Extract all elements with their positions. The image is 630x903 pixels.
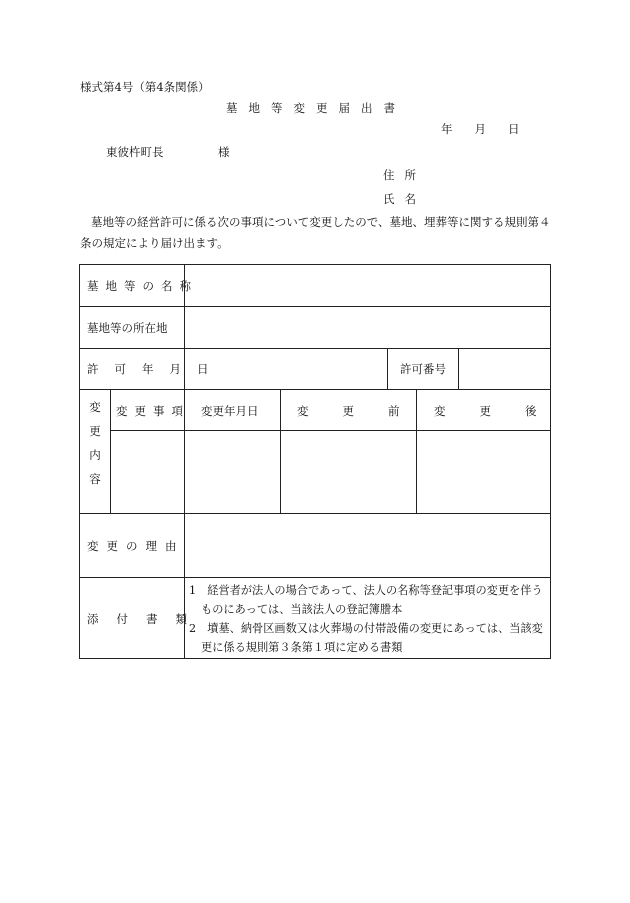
attachments-label: 添付書類 [87, 612, 205, 626]
year-label: 年 [441, 122, 453, 136]
permit-date-label: 許可年月日 [87, 362, 225, 376]
day-label: 日 [508, 122, 520, 136]
change-date-label: 変更年月日 [201, 404, 259, 418]
before-label: 変更前 [297, 404, 434, 418]
date-line [441, 121, 542, 137]
change-notification-table [79, 264, 571, 659]
attachment-item-2: 2 墳墓、納骨区画数又は火葬場の付帯設備の変更にあっては、当該変更に係る規則第３条第１項に定める書類 [189, 622, 543, 654]
honorific: 様 [218, 145, 230, 159]
addressee: 東彼杵町長 [106, 145, 164, 159]
name-label: 氏名 [383, 192, 426, 206]
document-title: 墓地等変更届出書 [226, 101, 406, 115]
month-label: 月 [474, 122, 486, 136]
facility-name-label: 墓地等の名称 [87, 279, 198, 293]
facility-location-label: 墓地等の所在地 [87, 321, 168, 335]
after-label: 変更後 [434, 404, 571, 418]
change-content-label: 変更内容 [89, 400, 101, 486]
permit-number-label: 許可番号 [400, 362, 446, 376]
change-item-label: 変更事項 [116, 404, 190, 418]
reason-label: 変更の理由 [87, 539, 185, 553]
attachments-list [189, 581, 549, 657]
form-number: 様式第4号（第4条関係） [80, 80, 210, 94]
body-text: 墓地等の経営許可に係る次の事項について変更したので、墓地、埋葬等に関する規則第４条の規定により届け出ます。 [80, 215, 551, 250]
attachment-item-1: 1 経営者が法人の場合であって、法人の名称等登記事項の変更を伴うものにあっては、当該法人の登記簿謄本 [189, 584, 543, 616]
address-label: 住所 [383, 168, 426, 182]
